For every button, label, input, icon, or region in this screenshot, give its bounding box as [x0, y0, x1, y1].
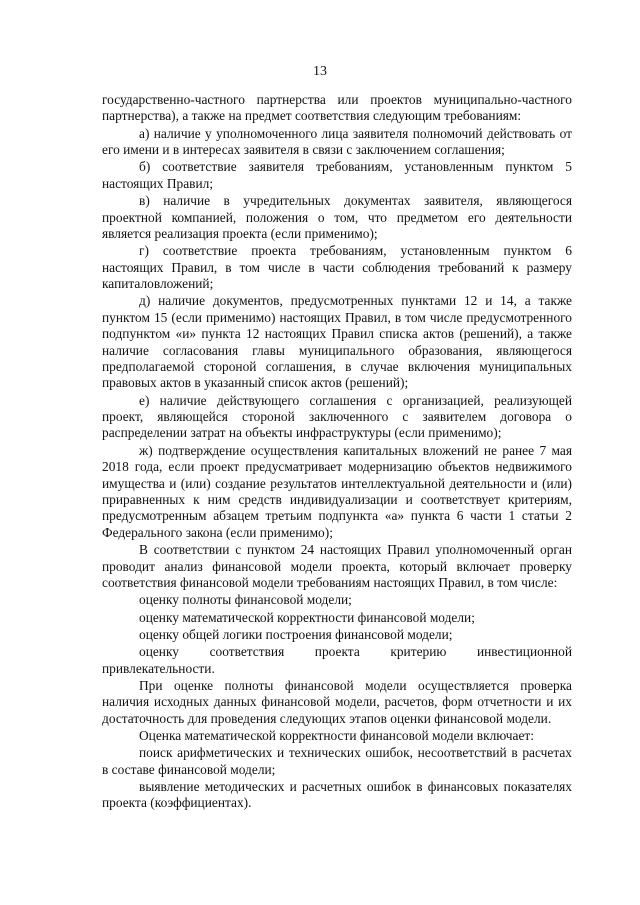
paragraph-math-correctness: оценку математической корректности финансовой модели;	[139, 609, 475, 625]
paragraph-item-d: д) наличие документов, предусмотренных пунктами 12 и 14, а также пунктом 15 (если применимо) настоящих Правил, в том числе предусмотренного подпунктом «и» пункта 12 настоящих Правил списка актов (решений), а также наличие согласования главы муниципального образования, являющегося предполагаемой стороной соглашения, в случае включения муниципальных правовых актов в указанный список актов (решений);	[102, 293, 572, 391]
paragraph-general-logic: оценку общей логики построения финансовой модели;	[139, 626, 453, 642]
paragraph-intro-continued: государственно-частного партнерства или проектов муниципально-частного партнерства), а также на предмет соответствия следующим требованиям:	[102, 92, 572, 124]
document-body	[102, 92, 572, 813]
paragraph-financial-model-analysis: В соответствии с пунктом 24 настоящих Правил уполномоченный орган проводит анализ финансовой модели проекта, который включает проверку соответствия финансовой модели требованиям настоящих Правил, в том числе:	[102, 542, 572, 590]
paragraph-completeness-check: При оценке полноты финансовой модели осуществляется проверка наличия исходных данных финансовой модели, расчетов, форм отчетности и их достаточность для проведения следующих этапов оценки финансовой модели.	[102, 677, 572, 726]
paragraph-item-e: е) наличие действующего соглашения с организацией, реализующей проект, являющейся стороной заключенного с заявителем договора о распределении затрат на объекты инфраструктуры (если применимо);	[102, 392, 572, 441]
paragraph-completeness: оценку полноты финансовой модели;	[139, 592, 352, 608]
paragraph-item-zh: ж) подтверждение осуществления капитальных вложений не ранее 7 мая 2018 года, если проект предусматривает модернизацию объектов недвижимого имущества и (или) создание результатов интеллектуальной деятельности и (или) приравненных к ним средств индивидуализации и соответствует критериям, предусмотренным абзацем третьим подпункта «а» пункта 6 части 1 статьи 2 Федерального закона (если применимо);	[102, 442, 572, 540]
paragraph-investment-criterion: оценку соответствия проекта критерию инвестиционной привлекательности.	[102, 644, 572, 676]
paragraph-item-a: а) наличие у уполномоченного лица заявителя полномочий действовать от его имени и в интересах заявителя в связи с заключением соглашения;	[102, 125, 572, 158]
page-number: 13	[313, 64, 327, 79]
paragraph-methodical-errors: выявление методических и расчетных ошибок в финансовых показателях проекта (коэффициентах).	[102, 778, 572, 811]
paragraph-math-correctness-includes: Оценка математической корректности финансовой модели включает:	[139, 727, 534, 743]
paragraph-item-g: г) соответствие проекта требованиям, установленным пунктом 6 настоящих Правил, в том числе в части соблюдения требований к размеру капиталовложений;	[102, 243, 572, 292]
paragraph-arithmetic-errors: поиск арифметических и технических ошибок, несоответствий в расчетах в составе финансовой модели;	[102, 745, 572, 777]
paragraph-item-v: в) наличие в учредительных документах заявителя, являющегося проектной компанией, положения о том, что предметом его деятельности является реализация проекта (если применимо);	[102, 193, 572, 241]
paragraph-item-b: б) соответствие заявителя требованиям, установленным пунктом 5 настоящих Правил;	[102, 159, 572, 191]
